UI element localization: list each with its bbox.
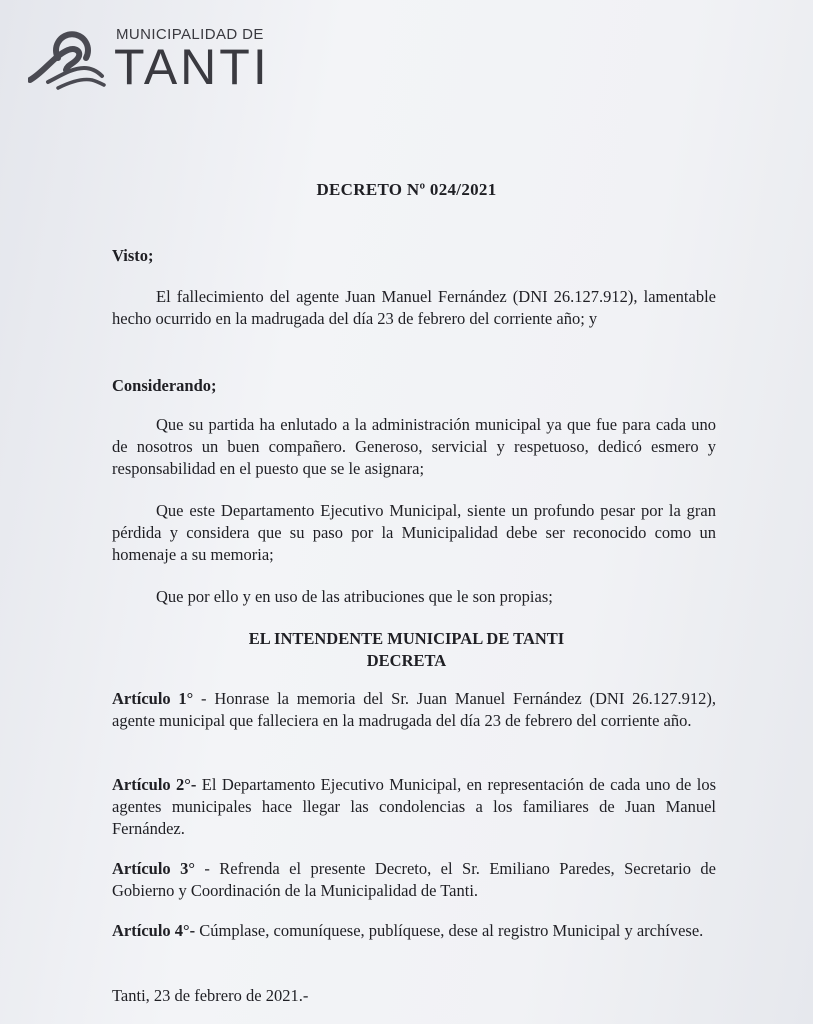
considerando-paragraph-2: Que este Departamento Ejecutivo Municipal, siente un profundo pesar por la gran pérdida y considera que su paso por la Municipalidad debe ser reconocido como un homenaje a su memoria;	[112, 501, 716, 564]
article-2-label: Artículo 2°-	[112, 775, 197, 794]
letterhead-line1: MUNICIPALIDAD DE	[116, 26, 264, 43]
closing-date-line: Tanti, 23 de febrero de 2021.-	[112, 986, 309, 1005]
letterhead-logo	[28, 22, 288, 102]
article-2	[112, 774, 716, 840]
article-4-text: Cúmplase, comuníquese, publíquese, dese al registro Municipal y archívese.	[195, 921, 704, 940]
tanti-river-hills-logo-icon	[28, 28, 106, 92]
article-3-text: - Refrenda el presente Decreto, el Sr. Emiliano Paredes, Secretario de Gobierno y Coordinación de la Municipalidad de Tanti.	[112, 859, 716, 900]
article-3-label: Artículo 3°	[112, 859, 195, 878]
article-2-text: El Departamento Ejecutivo Municipal, en representación de cada uno de los agentes municipales hace llegar las condolencias a los familiares de Juan Manuel Fernández.	[112, 775, 717, 838]
considerando-heading: Considerando;	[112, 376, 217, 395]
decreta-heading-line2: DECRETA	[366, 651, 447, 670]
considerando-paragraph-1: Que su partida ha enlutado a la administración municipal ya que fue para cada uno de nosotros un buen compañero. Generoso, servicial y respetuoso, dedicó esmero y responsabilidad en el puesto que se le asignara;	[112, 415, 716, 478]
letterhead-line2: TANTI	[114, 39, 270, 95]
article-1	[112, 688, 716, 732]
considerando-paragraph-3: Que por ello y en uso de las atribuciones que le son propias;	[156, 587, 553, 606]
decreta-heading-line1: EL INTENDENTE MUNICIPAL DE TANTI	[248, 629, 565, 648]
article-3	[112, 858, 716, 902]
article-1-text: - Honrase la memoria del Sr. Juan Manuel Fernández (DNI 26.127.912), agente municipal que falleciera en la madrugada del día 23 de febrero del corriente año.	[112, 689, 716, 730]
decree-title: DECRETO Nº 024/2021	[316, 180, 497, 199]
visto-paragraph: El fallecimiento del agente Juan Manuel Fernández (DNI 26.127.912), lamentable hecho ocurrido en la madrugada del día 23 de febrero del corriente año; y	[112, 287, 716, 328]
visto-heading: Visto;	[112, 246, 154, 265]
article-4-label: Artículo 4°-	[112, 921, 196, 940]
article-1-label: Artículo 1°	[112, 689, 194, 708]
article-4	[112, 920, 716, 942]
